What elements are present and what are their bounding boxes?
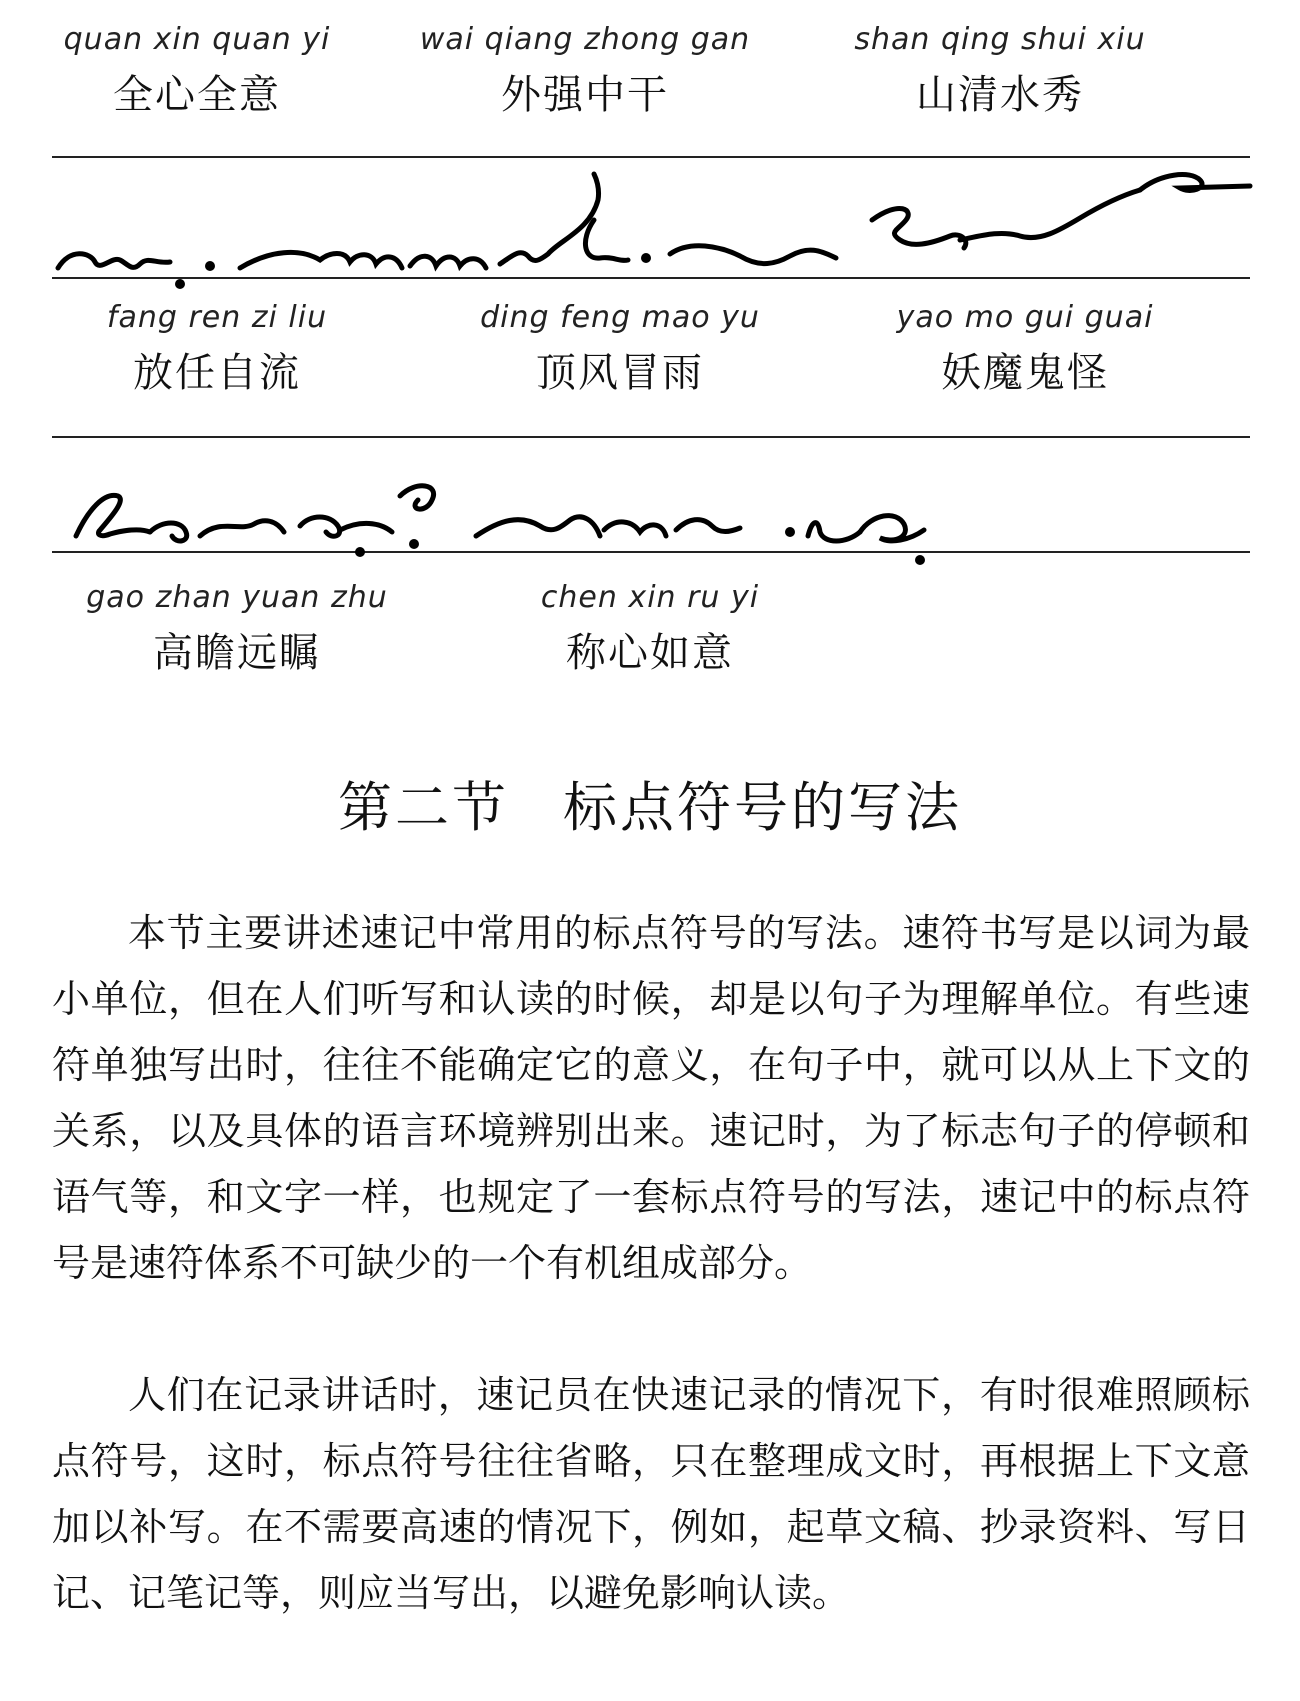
shorthand-strokes-row-1 [0, 160, 1300, 300]
idiom [405, 22, 765, 120]
shorthand-strokes-row-2 [0, 440, 1300, 580]
ruled-line [52, 156, 1250, 158]
idiom [450, 300, 790, 398]
section-title [0, 765, 1300, 842]
idiom-pinyin: yao mo gui guai [896, 300, 1154, 335]
idiom-pinyin: chen xin ru yi [540, 580, 760, 615]
idiom-pinyin: quan xin quan yi [63, 22, 331, 57]
idiom-pinyin: gao zhan yuan zhu [86, 580, 388, 615]
idiom-pinyin: wai qiang zhong gan [419, 22, 751, 57]
idiom [52, 580, 422, 678]
idiom-hanzi: 全心全意 [113, 72, 281, 118]
idiom [840, 22, 1160, 120]
idiom-hanzi: 称心如意 [566, 630, 734, 676]
idiom [460, 580, 840, 678]
idiom [52, 300, 382, 398]
idiom-hanzi: 外强中干 [501, 72, 669, 118]
idiom-hanzi: 山清水秀 [916, 72, 1084, 118]
idiom [52, 22, 342, 120]
idiom-hanzi: 妖魔鬼怪 [941, 350, 1109, 396]
section-heading: 标点符号的写法 [563, 776, 962, 839]
idiom-hanzi: 顶风冒雨 [536, 350, 704, 396]
ruled-line [52, 436, 1250, 438]
idiom-hanzi: 高瞻远瞩 [153, 630, 321, 676]
idiom-hanzi: 放任自流 [133, 350, 301, 396]
idiom-pinyin: fang ren zi liu [106, 300, 328, 335]
idiom [850, 300, 1200, 398]
section-number: 第二节 [338, 776, 509, 839]
body-paragraph-2: 人们在记录讲话时，速记员在快速记录的情况下，有时很难照顾标点符号，这时，标点符号往往省略，只在整理成文时，再根据上下文意加以补写。在不需要高速的情况下，例如，起草文稿、抄录资料、写日记、记笔记等，则应当写出，以避免影响认读。 [52, 1373, 1250, 1615]
idiom-pinyin: ding feng mao yu [480, 300, 760, 335]
idiom-pinyin: shan qing shui xiu [854, 22, 1146, 57]
body-paragraph-1: 本节主要讲述速记中常用的标点符号的写法。速符书写是以词为最小单位，但在人们听写和认读的时候，却是以句子为理解单位。有些速符单独写出时，往往不能确定它的意义，在句子中，就可以从上下文的关系，以及具体的语言环境辨别出来。速记时，为了标志句子的停顿和语气等，和文字一样，也规定了一套标点符号的写法，速记中的标点符号是速符体系不可缺少的一个有机组成部分。 [52, 911, 1250, 1285]
